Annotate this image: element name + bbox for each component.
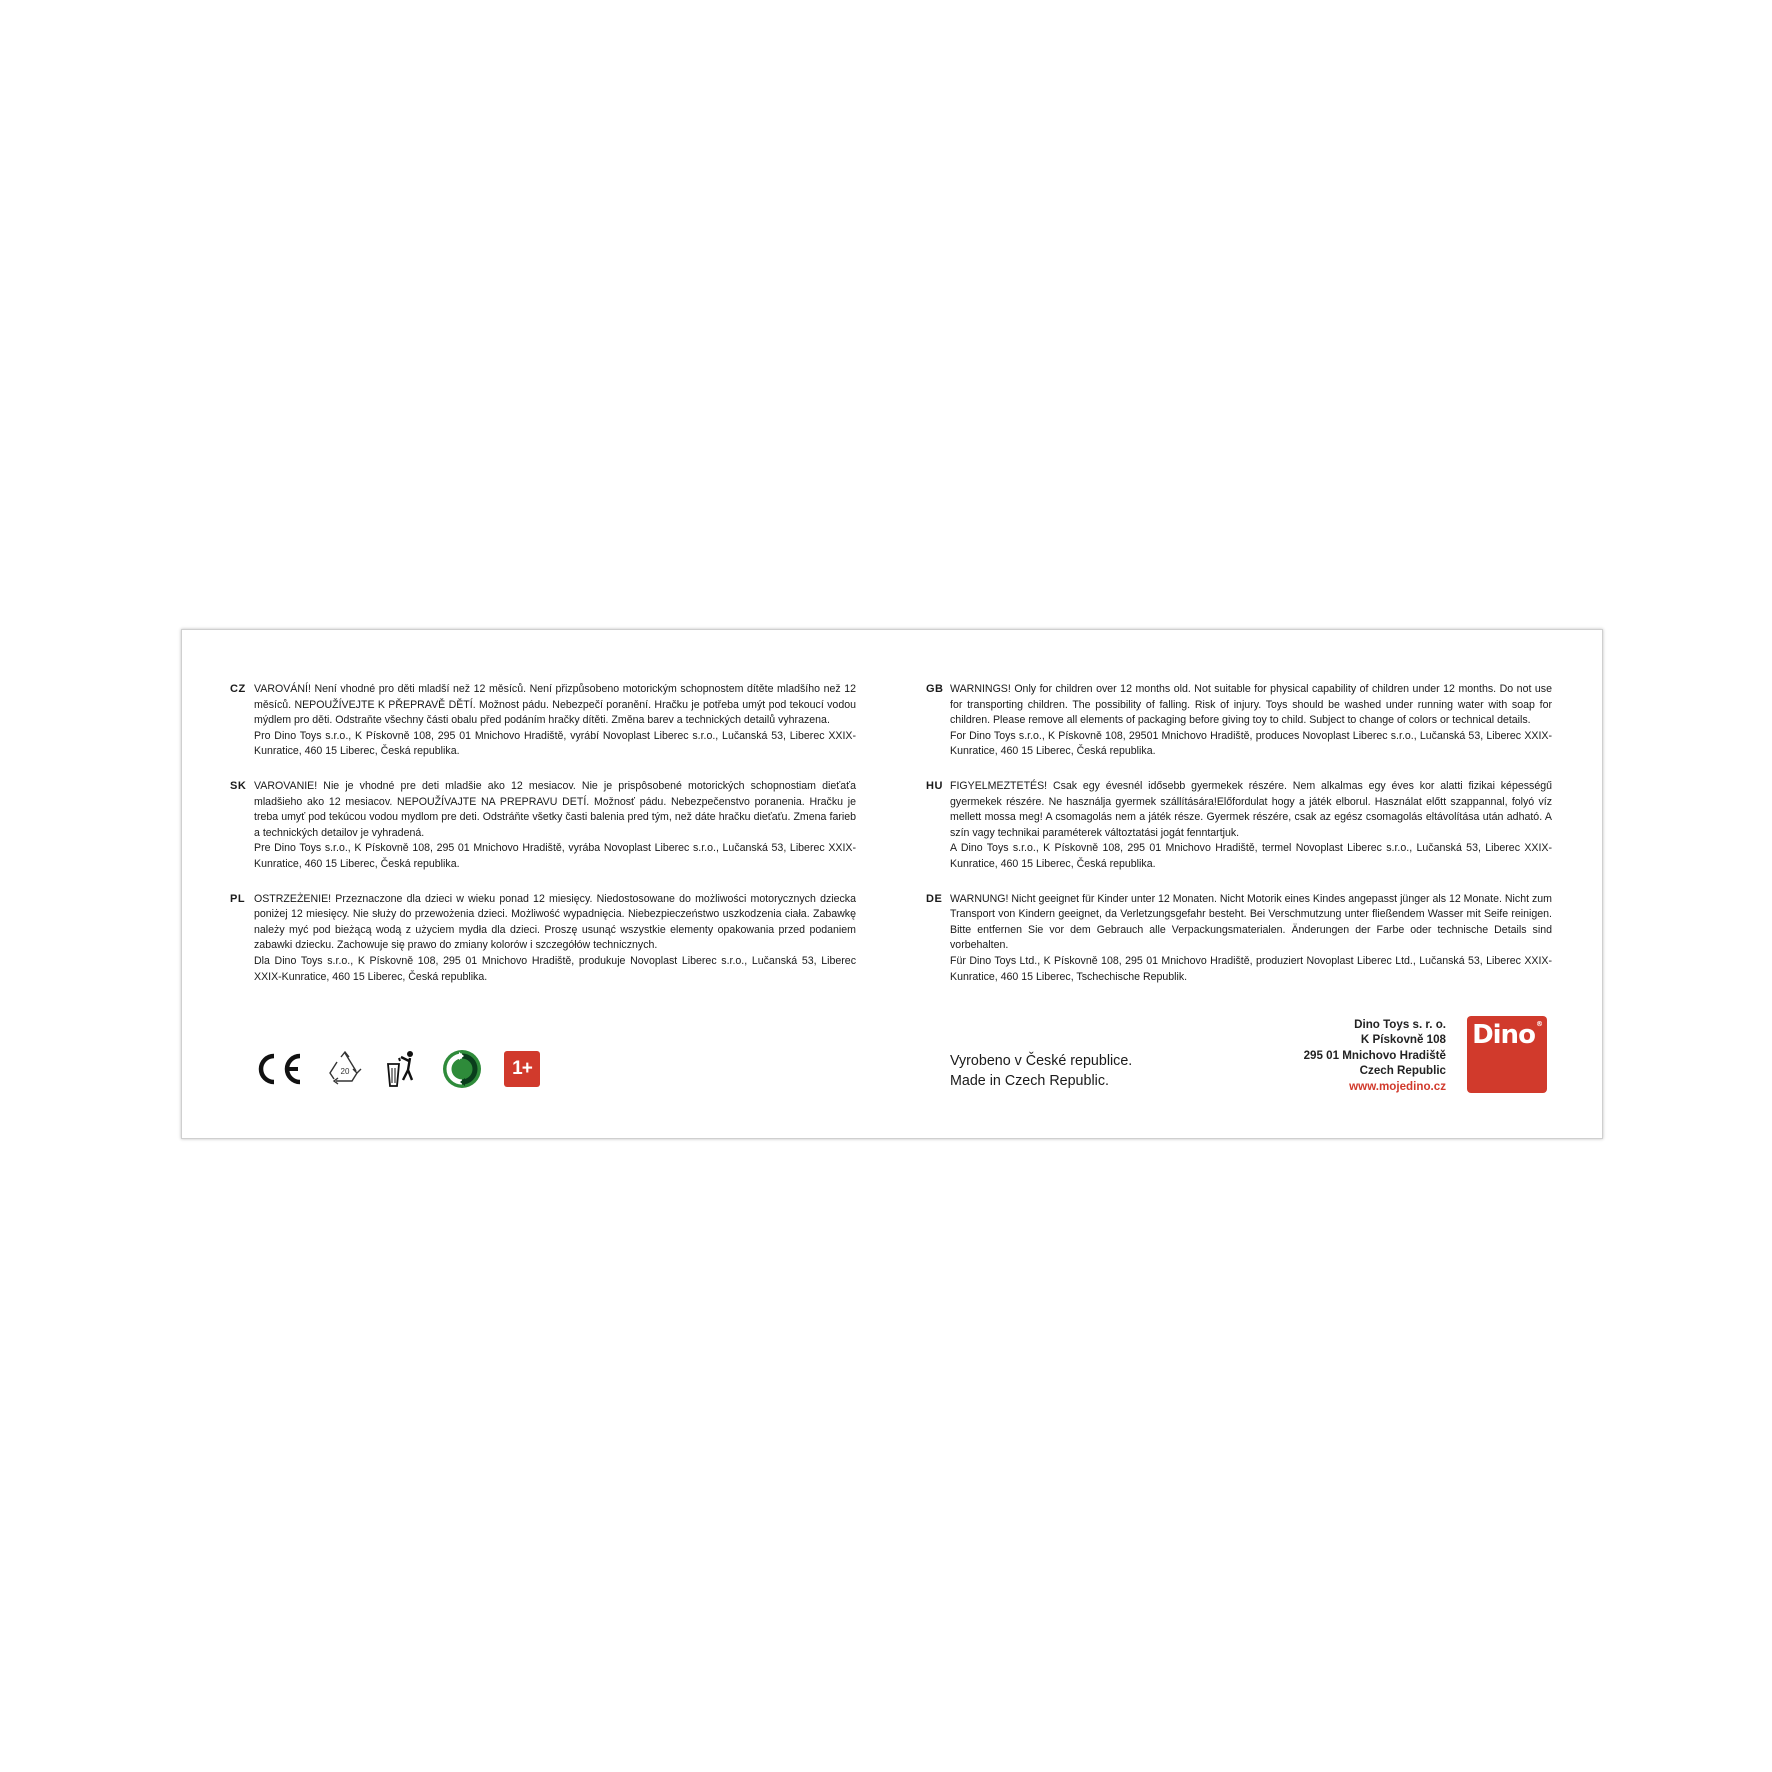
manufacturer-address: Pro Dino Toys s.r.o., K Pískovně 108, 295 01 Mnichovo Hradiště, vyrábí Novoplast Liberec s.r.o., Lučanská 53, Liberec XXIX-Kunratice, 460 15 Liberec, Česká republika. xyxy=(254,729,856,758)
warning-text-hu xyxy=(950,779,1552,873)
green-dot-icon xyxy=(442,1049,482,1089)
warning-block-hu xyxy=(926,779,1552,873)
registered-mark: ® xyxy=(1535,1020,1542,1028)
company-street: K Pískovně 108 xyxy=(1360,1033,1446,1047)
made-in-text xyxy=(950,1051,1132,1091)
warning-block-pl xyxy=(230,892,856,986)
product-label-card xyxy=(181,629,1603,1139)
warning-block-de xyxy=(926,892,1552,986)
lang-code-gb: GB xyxy=(926,683,944,695)
lang-code-hu: HU xyxy=(926,779,943,792)
tidyman-icon xyxy=(386,1050,420,1088)
manufacturer-address: Pre Dino Toys s.r.o., K Pískovně 108, 295 01 Mnichovo Hradiště, vyrába Novoplast Liberec s.r.o., Lučanská 53, Liberec XXIX-Kunratice, 460 15 Liberec, Česká republika. xyxy=(254,842,856,870)
recycle-pp-icon xyxy=(326,1051,364,1087)
warnings-right-column xyxy=(926,682,1552,1004)
dino-logo-text: Dino xyxy=(1472,1020,1535,1050)
warning-paragraph: VAROVÁNÍ! Není vhodné pro děti mladší než 12 měsíců. Není přizpůsobeno motorickým schopnostem dítěte mladšího než 12 měsíců. NEPOUŽÍVEJTE K PŘEPRAVĚ DĚTÍ. Možnost pádu. Nebezpečí poranění. Hračku je potřeba umýt pod tekoucí vodou mýdlem pro děti. Odstraňte všechny části obalu před podáním hračky dítěti. Změna barev a technických detailů vyhrazena. xyxy=(254,683,856,727)
warning-text-cz xyxy=(254,682,856,760)
warning-block-gb xyxy=(926,682,1552,760)
age-badge: 1+ xyxy=(504,1051,540,1087)
warning-paragraph: FIGYELMEZTETÉS! Csak egy évesnél idősebb gyermekek részére. Nem alkalmas egy éves kor alatti fizikai képességű gyermekek részére. Ne használja gyermek szállítására!Előfordulat hogy a játék elborul. Használat előtt szappannal, folyó víz mellett mossa meg! A csomagolás nem a játék része. Gyermek részére, csak az egész csomagolás eltávolítása után adható. A szín vagy technikai paraméterek változtatási jogát fenntartjuk. xyxy=(950,779,1552,839)
warning-text-gb xyxy=(950,682,1552,760)
manufacturer-address: Für Dino Toys Ltd., K Pískovně 108, 295 01 Mnichovo Hradiště, produziert Novoplast Liberec Ltd., Lučanská 53, Liberec XXIX-Kunratice, 460 15 Liberec, Tschechische Republik. xyxy=(950,954,1552,983)
company-name: Dino Toys s. r. o. xyxy=(1354,1018,1446,1031)
warning-text-de xyxy=(950,892,1552,986)
warning-block-sk xyxy=(230,779,856,873)
manufacturer-address: Dla Dino Toys s.r.o., K Pískovně 108, 295 01 Mnichovo Hradiště, produkuje Novoplast Liberec s.r.o., Lučanská 53, Liberec XXIX-Kunratice, 460 15 Liberec, Česká republika. xyxy=(254,954,856,983)
warning-paragraph: VAROVANIE! Nie je vhodné pre deti mladšie ako 12 mesiacov. Nie je prispôsobené motorických schopnostiam dieťaťa mladšieho ako 12 mesiacov. NEPOUŽÍVAJTE NA PREPRAVU DETÍ. Možnosť pádu. Nebezpečenstvo poranenia. Hračku je treba umyť pod tekúcou vodou mydlom pre deti. Odstráňte všetky časti balenia pred tým, než dáte hračku dieťaťu. Zmena farieb a technických detailov je vyhradená. xyxy=(254,779,856,839)
company-city: 295 01 Mnichovo Hradiště xyxy=(1303,1048,1446,1062)
made-in-en: Made in Czech Republic. xyxy=(950,1073,1109,1089)
age-badge-icon xyxy=(504,1051,540,1087)
manufacturer-address: For Dino Toys s.r.o., K Pískovně 108, 29501 Mnichovo Hradiště, produces Novoplast Liberec s.r.o., Lučanská 53, Liberec XXIX-Kunratice, 460 15 Liberec, Česká republika. xyxy=(950,729,1552,758)
warning-text-sk xyxy=(254,779,856,873)
lang-code-sk: SK xyxy=(230,779,247,792)
recycle-number: 20 xyxy=(340,1067,350,1076)
made-in-cz: Vyrobeno v České republice. xyxy=(950,1053,1133,1069)
lang-code-de: DE xyxy=(926,892,943,905)
warning-paragraph: WARNUNG! Nicht geeignet für Kinder unter 12 Monaten. Nicht Motorik eines Kindes angepasst jünger als 12 Monate. Nicht zum Transport von Kindern geeignet, da Verletzungsgefahr besteht. Bei Verschmutzung unter fließendem Wasser mit Seife reinigen. Bitte entfernen Sie vor dem Gebrauch alle Verpackungsmaterialen. Änderungen der Farbe oder technische Details sind vorbehalten. xyxy=(950,892,1552,952)
warning-paragraph: OSTRZEŻENIE! Przeznaczone dla dzieci w wieku ponad 12 miesięcy. Niedostosowane do możliwości motorycznych dziecka poniżej 12 miesięcy. Nie służy do przewożenia dzieci. Możliwość wypadnięcia. Niebezpieczeństwo uszkodzenia ciała. Zabawkę należy myć pod bieżącą wodą z użyciem mydła dla dzieci. Proszę usunąć wszystkie elementy opakowania przed podaniem zabawki dziecku. Zachowuje się prawo do zmiany kolorów i szczegółów technicznych. xyxy=(254,892,856,952)
lang-code-cz: CZ xyxy=(230,683,246,695)
warning-paragraph: WARNINGS! Only for children over 12 months old. Not suitable for physical capability of children under 12 months. Do not use for transporting children. The possibility of falling. Risk of injury. Toys should be washed under running water with soap for children. Please remove all elements of packaging before giving toy to child. Subject to change of colors or technical details. xyxy=(950,683,1552,727)
lang-code-pl: PL xyxy=(230,892,246,905)
manufacturer-address: A Dino Toys s.r.o., K Pískovně 108, 295 01 Mnichovo Hradiště, termel Novoplast Liberec s.r.o., Lučanská 53, Liberec XXIX-Kunratice, 460 15 Liberec, Česká republika. xyxy=(950,842,1552,870)
warning-block-cz xyxy=(230,682,856,760)
dino-logo xyxy=(1467,1016,1547,1093)
company-website-link[interactable]: www.mojedino.cz xyxy=(1349,1079,1446,1093)
ce-mark-icon xyxy=(254,1052,304,1086)
company-address xyxy=(1304,1017,1446,1094)
warning-text-pl xyxy=(254,892,856,986)
safety-symbols-row xyxy=(254,1047,562,1091)
company-country: Czech Republic xyxy=(1359,1064,1446,1078)
warnings-left-column xyxy=(230,682,856,1004)
